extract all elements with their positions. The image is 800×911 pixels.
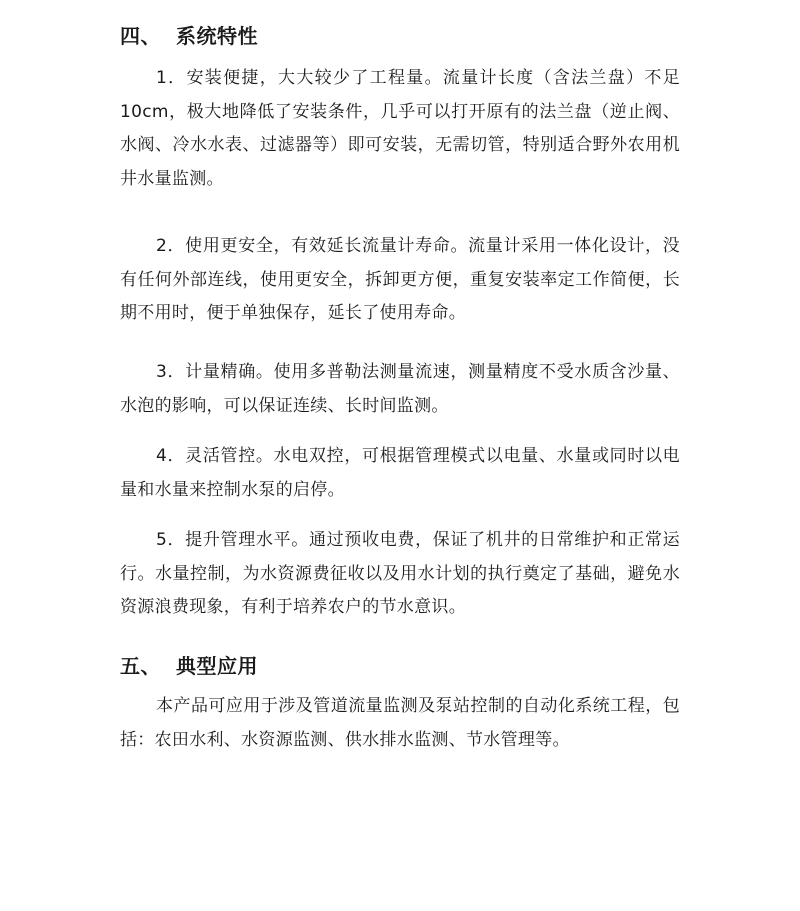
feature-item-4: 4．灵活管控。水电双控，可根据管理模式以电量、水量或同时以电量和水量来控制水泵的启停。 [120,446,680,500]
section-4-title: 系统特性 [176,24,258,48]
section-5-title: 典型应用 [176,654,258,678]
feature-item-3: 3．计量精确。使用多普勒法测量流速，测量精度不受水质含沙量、水泡的影响，可以保证连续、长时间监测。 [120,362,680,416]
feature-item-5: 5．提升管理水平。通过预收电费，保证了机井的日常维护和正常运行。水量控制，为水资源费征收以及用水计划的执行奠定了基础，避免水资源浪费现象，有利于培养农户的节水意识。 [120,530,680,617]
section-4-number: 四、 [120,24,161,48]
feature-item-1: 1．安装便捷，大大较少了工程量。流量计长度（含法兰盘）不足 10cm，极大地降低了安装条件，几乎可以打开原有的法兰盘（逆止阀、水阀、冷水水表、过滤器等）即可安装，无需切管，特别适合野外农用机井水量监测。 [120,68,680,189]
application-paragraph: 本产品可应用于涉及管道流量监测及泵站控制的自动化系统工程，包括：农田水利、水资源监测、供水排水监测、节水管理等。 [120,696,680,750]
section-5-heading [120,652,258,680]
section-4-heading [120,22,258,50]
section-5-number: 五、 [120,654,161,678]
feature-item-2: 2．使用更安全，有效延长流量计寿命。流量计采用一体化设计，没有任何外部连线，使用更安全，拆卸更方便，重复安装率定工作简便，长期不用时，便于单独保存，延长了使用寿命。 [120,236,680,323]
